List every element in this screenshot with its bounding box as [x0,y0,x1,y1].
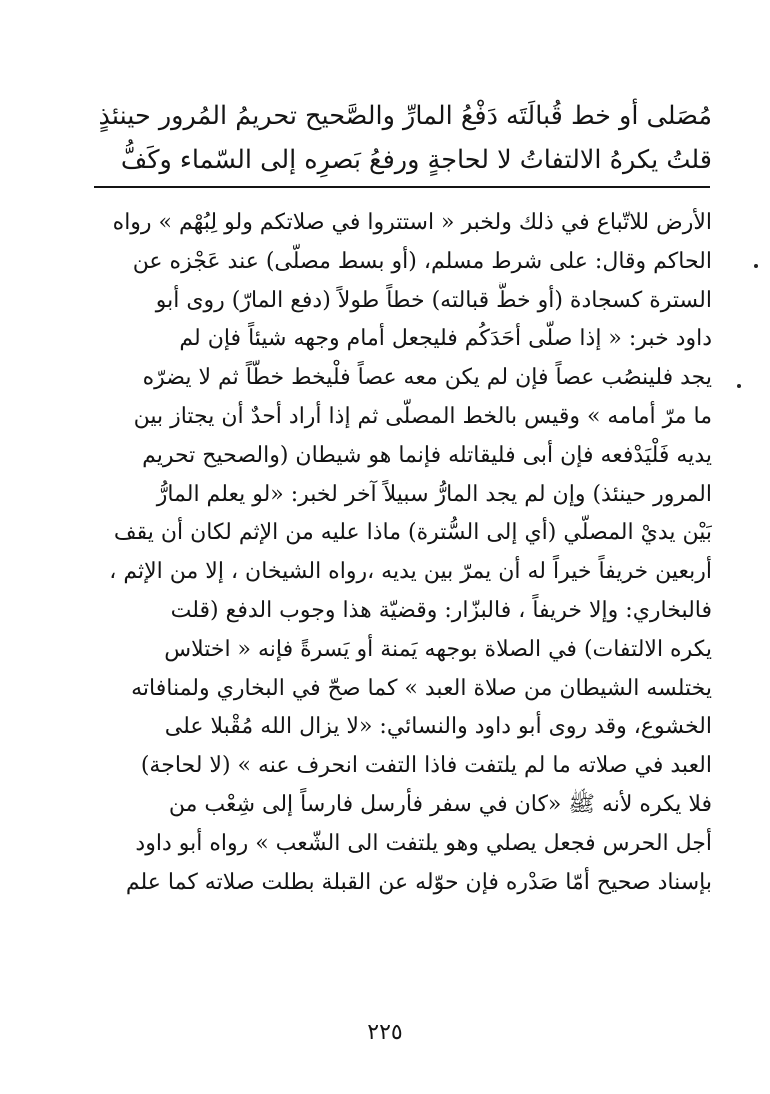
commentary-line: فالبخاري: وإلا خريفاً ، فالبزّار: وقضيّة هذا وجوب الدفع (قلت [170,597,712,623]
commentary-line: يختلسه الشيطان من صلاة العبد » كما صحّ في البخاري ولمنافاته [131,675,712,701]
commentary-line: الخشوع، وقد روى أبو داود والنسائي: «لا يزال الله مُقْبلا على [164,714,712,740]
commentary-line: بَيْن يديْ المصلّي (أي إلى السُّترة) ماذا عليه من الإثم لكان أن يقف [113,520,712,546]
commentary-line: الحاكم وقال: على شرط مسلم، (أو بسط مصلّى) عند عَجْزه عن [132,248,712,274]
commentary-line: أجل الحرس فجعل يصلي وهو يلتفت الى الشّعب » رواه أبو داود [135,830,712,856]
margin-mark [754,264,758,268]
margin-mark [737,384,741,388]
page-number: ٢٢٥ [367,1020,403,1045]
commentary-line: يديه فَلْيَدْفعه فإن أبى فليقاتله فإنما هو شيطان (والصحيح تحريم [142,442,712,468]
commentary-line: أربعين خريفاً خيراً له أن يمرّ بين يديه ،رواه الشيخان ، إلا من الإثم ، [109,559,712,585]
commentary-line: فلا يكره لأنه ﷺ «كان في سفر فأرسل فارساً إلى شِعْب من [168,791,712,817]
main-text-line: مُصَلى أو خط قُبالَتَه دَفْعُ المارِّ والصَّحيح تحريمُ المُرور حينئذٍ [98,101,712,131]
commentary-line: بإسناد صحيح أمّا صَدْره فإن حوّله عن القبلة بطلت صلاته كما علم [125,869,712,895]
main-text-block [66,94,712,182]
commentary-line: العبد في صلاته ما لم يلتفت فاذا التفت انحرف عنه » (لا لحاجة) [140,753,712,779]
commentary-line: المرور حينئذ) وإن لم يجد المارُّ سبيلاً آخر لخبر: «لو يعلم المارُّ [156,481,712,507]
separator-rule [94,186,710,188]
commentary-line: السترة كسجادة (أو خطَّ قبالته) خطاً طولاً (دفع المارّ) روى أبو [155,287,712,313]
commentary-line: يكره الالتفات) في الصلاة بوجهه يَمنة أو يَسرةً فإنه « اختلاس [164,636,712,662]
commentary-line: الأرض للاتّباع في ذلك ولخبر « استتروا في صلاتكم ولو لِبُهْم » رواه [112,210,712,235]
commentary-block [66,204,712,902]
commentary-line: ما مرّ أمامه » وقيس بالخط المصلّى ثم إذا أراد أحدٌ أن يجتاز بين [133,403,712,429]
commentary-line: يجد فلينصُب عصاً فإن لم يكن معه عصاً فلْيخط خطّاً ثم لا يضرّه [142,365,712,391]
main-text-line: قلتُ يكرهُ الالتفاتُ لا لحاجةٍ ورفعُ بَصرِه إلى السّماء وكَفُّ [120,145,712,175]
commentary-line: داود خبر: « إذا صلّى أحَدَكُم فليجعل أمام وجهه شيئاً فإن لم [179,326,712,352]
